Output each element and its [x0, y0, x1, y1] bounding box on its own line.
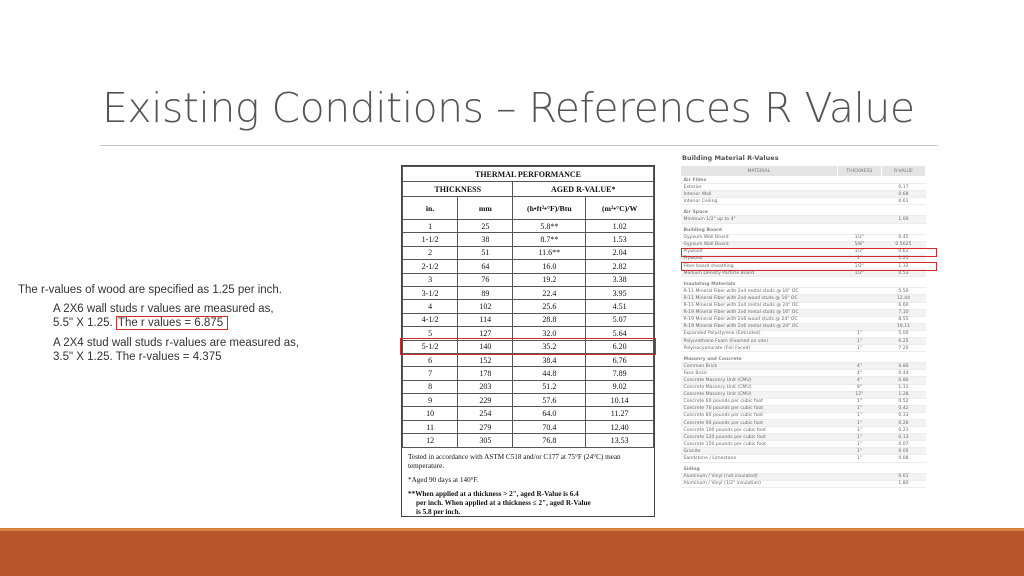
bm-section-row — [681, 228, 926, 235]
bm-cell-rvalue: 0.42 — [881, 405, 925, 412]
slide-title: Existing Conditions – References R Value — [102, 84, 915, 132]
bm-cell-thickness — [837, 191, 881, 198]
bm-cell-material: Sandstone / Limestone — [681, 455, 838, 462]
bm-cell-thickness: 4" — [837, 370, 881, 377]
tp-cell-in: 2-1/2 — [403, 260, 458, 273]
bm-cell-material: Granite — [681, 448, 838, 455]
tp-cell-metric: 12.40 — [586, 420, 654, 433]
notes-2x4-paragraph — [53, 336, 358, 364]
tp-cell-in: 1-1/2 — [403, 233, 458, 246]
notes-block — [18, 283, 358, 370]
tp-footnote-3-line1: **When applied at a thickness > 2", aged R-Value is 6.4 — [408, 489, 579, 498]
bm-col-material: MATERIAL — [681, 166, 838, 177]
bm-row — [681, 198, 926, 205]
tp-cell-imperial: 19.2 — [513, 273, 586, 286]
tp-highlight-box — [400, 338, 656, 355]
tp-cell-mm: 203 — [458, 380, 513, 393]
bm-cell-material: Concrete 120 pounds per cubic foot — [681, 434, 838, 441]
tp-cell-metric: 11.27 — [586, 407, 654, 420]
tp-row — [403, 286, 654, 299]
bm-cell-rvalue: 19.11 — [881, 323, 925, 330]
bm-cell-rvalue: 0.44 — [881, 370, 925, 377]
bm-cell-thickness: 8" — [837, 384, 881, 391]
bm-cell-rvalue: 1.25 — [881, 255, 925, 262]
tp-cell-imperial: 32.0 — [513, 327, 586, 340]
tp-cell-metric: 13.53 — [586, 434, 654, 447]
bm-cell-thickness: 1" — [837, 405, 881, 412]
bm-row — [681, 295, 926, 302]
notes-2x6-line2: 5.5" X 1.25. — [53, 317, 113, 329]
bm-cell-material: Plywood — [681, 255, 838, 262]
tp-cell-imperial: 51.2 — [513, 380, 586, 393]
bm-cell-thickness — [837, 356, 881, 363]
bm-cell-thickness — [837, 309, 881, 316]
bm-cell-rvalue: 6.25 — [881, 337, 925, 344]
tp-cell-in: 3 — [403, 273, 458, 286]
tp-row — [403, 260, 654, 273]
bm-col-rvalue: R-VALUE — [881, 166, 925, 177]
tp-row — [403, 300, 654, 313]
bm-cell-material: Polyisocyanurate (Foil Faced) — [681, 345, 838, 352]
tp-footnote-3-line2: per inch. When applied at a thickness ≤ 2", aged R-Value — [416, 498, 591, 507]
bm-row — [681, 405, 926, 412]
bm-cell-material: Common Brick — [681, 363, 838, 370]
bm-cell-thickness: 1" — [837, 330, 881, 337]
tp-cell-metric: 7.89 — [586, 367, 654, 380]
bm-cell-rvalue: 0.08 — [881, 455, 925, 462]
bm-section-row — [681, 356, 926, 363]
bm-col-thickness: THICKNESS — [837, 166, 881, 177]
bm-cell-material: Concrete 70 pounds per cubic foot — [681, 405, 838, 412]
tp-cell-metric: 2.04 — [586, 246, 654, 259]
tp-cell-in: 6 — [403, 353, 458, 366]
bm-cell-thickness: 1" — [837, 427, 881, 434]
bm-cell-rvalue: 0.45 — [881, 234, 925, 241]
bm-cell-rvalue: 5.00 — [881, 330, 925, 337]
bm-row — [681, 377, 926, 384]
bm-cell-thickness — [837, 288, 881, 295]
bm-cell-rvalue — [881, 228, 925, 235]
bm-cell-thickness — [837, 216, 881, 223]
bm-cell-rvalue: 6.60 — [881, 302, 925, 309]
bm-cell-material: Gypsum Wall Board — [681, 234, 838, 241]
tp-cell-imperial: 35.2 — [513, 340, 586, 353]
tp-row — [403, 407, 654, 420]
bm-row — [681, 337, 926, 344]
tp-cell-metric: 4.51 — [586, 300, 654, 313]
bm-cell-rvalue: 0.17 — [881, 184, 925, 191]
bm-cell-thickness: 1" — [837, 345, 881, 352]
bm-cell-material: Concrete 150 pounds per cubic foot — [681, 441, 838, 448]
bm-cell-material: R-19 Mineral Fiber with 2x6 metal studs @ 24" OC — [681, 323, 838, 330]
bm-row — [681, 473, 926, 480]
bm-cell-thickness: 1" — [837, 337, 881, 344]
bm-cell-material: Polyurethane Foam (Foamed on site) — [681, 337, 838, 344]
tp-cell-mm: 305 — [458, 434, 513, 447]
bm-cell-rvalue: 0.68 — [881, 191, 925, 198]
tp-footnote-3 — [408, 490, 648, 517]
tp-row — [403, 394, 654, 407]
bm-cell-material: Expanded Polystyrene (Extruded) — [681, 330, 838, 337]
tp-cell-imperial: 11.6** — [513, 246, 586, 259]
bm-row — [681, 480, 926, 487]
tp-col-in: in. — [403, 197, 458, 220]
bm-section-row — [681, 281, 926, 288]
tp-row — [403, 220, 654, 233]
tp-cell-metric: 5.64 — [586, 327, 654, 340]
bm-cell-thickness: 1" — [837, 420, 881, 427]
tp-cell-in: 5-1/2 — [403, 340, 458, 353]
tp-cell-imperial: 64.0 — [513, 407, 586, 420]
tp-footnote-1: Tested in accordance with ASTM C518 and/or C177 at 75°F (24°C) mean temperature. — [408, 452, 621, 470]
tp-cell-metric: 3.38 — [586, 273, 654, 286]
bm-cell-thickness: 1" — [837, 441, 881, 448]
tp-cell-mm: 25 — [458, 220, 513, 233]
bm-highlight-gypsum — [681, 248, 937, 257]
tp-cell-imperial: 16.0 — [513, 260, 586, 273]
bm-cell-rvalue: 0.61 — [881, 198, 925, 205]
tp-row — [403, 246, 654, 259]
bm-cell-thickness — [837, 316, 881, 323]
bm-cell-rvalue: 0.61 — [881, 473, 925, 480]
tp-cell-mm: 102 — [458, 300, 513, 313]
tp-group-thickness: THICKNESS — [403, 182, 513, 197]
bm-cell-rvalue: 0.21 — [881, 427, 925, 434]
tp-cell-in: 10 — [403, 407, 458, 420]
tp-footnote-2: *Aged 90 days at 140°F. — [408, 475, 479, 484]
tp-cell-in: 11 — [403, 420, 458, 433]
tp-cell-mm: 114 — [458, 313, 513, 326]
bm-cell-material: Minimum 1/2" up to 4" — [681, 216, 838, 223]
tp-cell-metric: 6.20 — [586, 340, 654, 353]
bm-cell-thickness: 1" — [837, 255, 881, 262]
tp-row — [403, 367, 654, 380]
building-material-r-values — [680, 152, 926, 524]
bm-row — [681, 216, 926, 223]
bm-cell-rvalue: 7.20 — [881, 345, 925, 352]
tp-cell-imperial: 38.4 — [513, 353, 586, 366]
bm-cell-rvalue: 0.62 — [881, 248, 925, 255]
bm-row — [681, 184, 926, 191]
bm-cell-material: Concrete 60 pounds per cubic foot — [681, 398, 838, 405]
bm-row — [681, 398, 926, 405]
bm-cell-thickness: 1" — [837, 412, 881, 419]
notes-2x6-paragraph — [53, 302, 358, 330]
bm-cell-material: R-11 Mineral Fiber with 2x4 wood studs @ 16" OC — [681, 295, 838, 302]
tp-row — [403, 353, 654, 366]
bm-cell-thickness: 1" — [837, 448, 881, 455]
bm-cell-rvalue: 8.55 — [881, 316, 925, 323]
bm-cell-rvalue — [881, 467, 925, 474]
bm-cell-thickness — [837, 323, 881, 330]
bm-row — [681, 288, 926, 295]
notes-intro: The r-values of wood are specified as 1.25 per inch. — [18, 284, 283, 296]
bm-cell-thickness — [837, 473, 881, 480]
bm-cell-material: Masonry and Concrete — [681, 356, 838, 363]
tp-footnotes — [402, 448, 654, 517]
tp-cell-mm: 279 — [458, 420, 513, 433]
bm-title: Building Material R-Values — [682, 154, 779, 162]
bm-cell-rvalue: 0.33 — [881, 412, 925, 419]
tp-cell-imperial: 57.6 — [513, 394, 586, 407]
bm-row — [681, 234, 926, 241]
bm-section-row — [681, 467, 926, 474]
bm-cell-rvalue: 12.44 — [881, 295, 925, 302]
bm-cell-rvalue — [881, 356, 925, 363]
bm-cell-rvalue: 0.5625 — [881, 241, 925, 248]
bm-highlight-plywood — [681, 262, 937, 271]
bm-row — [681, 448, 926, 455]
title-divider — [100, 145, 938, 146]
bm-cell-material: Exterior — [681, 184, 838, 191]
bm-cell-material: Concrete 80 pounds per cubic foot — [681, 412, 838, 419]
tp-cell-metric: 6.76 — [586, 353, 654, 366]
tp-cell-imperial: 76.8 — [513, 434, 586, 447]
bm-cell-material: Gypsum Wall Board — [681, 241, 838, 248]
tp-row — [403, 434, 654, 447]
bm-cell-material: Building Board — [681, 228, 838, 235]
bm-row — [681, 370, 926, 377]
bm-cell-rvalue — [881, 177, 925, 184]
bm-body — [681, 177, 926, 488]
tp-cell-in: 2 — [403, 246, 458, 259]
bm-row — [681, 384, 926, 391]
bm-cell-rvalue: 5.50 — [881, 288, 925, 295]
bm-cell-rvalue: 0.53 — [881, 270, 925, 277]
tp-cell-metric: 10.14 — [586, 394, 654, 407]
bm-cell-material: Concrete 100 pounds per cubic foot — [681, 427, 838, 434]
tp-row — [403, 273, 654, 286]
bm-cell-rvalue: 1.28 — [881, 391, 925, 398]
bm-row — [681, 412, 926, 419]
tp-cell-in: 9 — [403, 394, 458, 407]
bm-cell-rvalue: 0.26 — [881, 420, 925, 427]
notes-2x6-highlight: The r values = 6.875 — [116, 316, 228, 330]
tp-cell-mm: 127 — [458, 327, 513, 340]
bm-cell-thickness — [837, 467, 881, 474]
tp-cell-in: 7 — [403, 367, 458, 380]
tp-cell-mm: 76 — [458, 273, 513, 286]
tp-cell-in: 4-1/2 — [403, 313, 458, 326]
bm-cell-rvalue: 0.52 — [881, 398, 925, 405]
tp-cell-imperial: 44.8 — [513, 367, 586, 380]
tp-cell-in: 8 — [403, 380, 458, 393]
bm-cell-rvalue: 0.07 — [881, 441, 925, 448]
bm-cell-material: Concrete Masonry Unit (CMU) — [681, 384, 838, 391]
bm-cell-rvalue: 1.32 — [881, 263, 925, 270]
bm-row — [681, 323, 926, 330]
bm-row — [681, 316, 926, 323]
bm-row — [681, 441, 926, 448]
bm-cell-thickness — [837, 177, 881, 184]
tp-body — [403, 220, 654, 448]
bm-row — [681, 191, 926, 198]
bm-cell-rvalue — [881, 209, 925, 216]
tp-row — [403, 420, 654, 433]
tp-cell-mm: 38 — [458, 233, 513, 246]
bm-cell-material: Insulating Materials — [681, 281, 838, 288]
bm-cell-thickness: 1/2" — [837, 270, 881, 277]
tp-cell-mm: 254 — [458, 407, 513, 420]
bm-cell-material: R-11 Mineral Fiber with 2x4 metal studs @ 16" OC — [681, 288, 838, 295]
tp-cell-imperial: 5.8** — [513, 220, 586, 233]
bm-cell-thickness — [837, 295, 881, 302]
bm-cell-material: Aluminum / Vinyl (1/2" insulation) — [681, 480, 838, 487]
bm-cell-thickness — [837, 228, 881, 235]
bm-cell-rvalue: 1.80 — [881, 480, 925, 487]
tp-cell-mm: 64 — [458, 260, 513, 273]
bm-cell-thickness — [837, 184, 881, 191]
bm-cell-rvalue: 1.11 — [881, 384, 925, 391]
bm-cell-thickness: 1/2" — [837, 234, 881, 241]
tp-col-mm: mm — [458, 197, 513, 220]
tp-cell-in: 12 — [403, 434, 458, 447]
tp-cell-in: 3-1/2 — [403, 286, 458, 299]
tp-cell-mm: 152 — [458, 353, 513, 366]
bm-cell-thickness: 12" — [837, 391, 881, 398]
tp-cell-mm: 229 — [458, 394, 513, 407]
tp-footnote-3-line3: is 5.8 per inch. — [416, 507, 461, 516]
bm-cell-thickness: 1" — [837, 434, 881, 441]
tp-cell-metric: 9.02 — [586, 380, 654, 393]
bm-cell-thickness — [837, 281, 881, 288]
bm-cell-thickness: 4" — [837, 363, 881, 370]
bm-cell-rvalue: 0.80 — [881, 363, 925, 370]
tp-row — [403, 313, 654, 326]
tp-cell-mm: 178 — [458, 367, 513, 380]
bm-cell-material: R-19 Mineral Fiber with 2x6 wood studs @ 24" OC — [681, 316, 838, 323]
bm-cell-material: Face Brick — [681, 370, 838, 377]
bm-cell-thickness — [837, 209, 881, 216]
bm-cell-thickness: 5/8" — [837, 241, 881, 248]
bm-cell-rvalue — [881, 281, 925, 288]
tp-cell-metric: 3.95 — [586, 286, 654, 299]
bm-cell-thickness: 1/2" — [837, 263, 881, 270]
tp-cell-metric: 1.02 — [586, 220, 654, 233]
tp-cell-imperial: 70.4 — [513, 420, 586, 433]
notes-2x4-line2: 3.5" X 1.25. The r-values = 4.375 — [53, 351, 222, 363]
tp-title: THERMAL PERFORMANCE — [403, 167, 654, 182]
tp-cell-metric: 1.53 — [586, 233, 654, 246]
bm-row — [681, 345, 926, 352]
bm-cell-material: Aluminum / Vinyl (not insulated) — [681, 473, 838, 480]
bm-cell-material: Concrete Masonry Unit (CMU) — [681, 377, 838, 384]
bm-cell-material: Siding — [681, 467, 838, 474]
bm-cell-material: Interior Ceiling — [681, 198, 838, 205]
bm-cell-material: Concrete Masonry Unit (CMU) — [681, 391, 838, 398]
bm-cell-material: Fiber board sheathing — [681, 263, 838, 270]
bm-cell-material: Interior Wall — [681, 191, 838, 198]
tp-cell-metric: 2.82 — [586, 260, 654, 273]
bm-row — [681, 302, 926, 309]
bm-cell-material: Concrete 90 pounds per cubic foot — [681, 420, 838, 427]
notes-2x4-line1: A 2X4 stud wall studs r-values are measured as, — [53, 337, 300, 349]
bm-cell-thickness — [837, 480, 881, 487]
tp-row — [403, 380, 654, 393]
tp-cell-mm: 51 — [458, 246, 513, 259]
bm-cell-rvalue: 1.00 — [881, 216, 925, 223]
tp-cell-in: 1 — [403, 220, 458, 233]
bm-cell-thickness: 1/2" — [837, 248, 881, 255]
tp-cell-imperial: 8.7** — [513, 233, 586, 246]
bm-cell-rvalue: 0.13 — [881, 434, 925, 441]
bm-row — [681, 363, 926, 370]
bm-row — [681, 455, 926, 462]
bm-row — [681, 420, 926, 427]
tp-row — [403, 233, 654, 246]
bm-cell-material: Air Films — [681, 177, 838, 184]
bm-cell-rvalue: 0.80 — [881, 377, 925, 384]
tp-cell-imperial: 22.4 — [513, 286, 586, 299]
tp-cell-in: 5 — [403, 327, 458, 340]
footer-band — [0, 531, 1024, 576]
bm-cell-thickness: 4" — [837, 377, 881, 384]
bm-section-row — [681, 209, 926, 216]
bm-row — [681, 330, 926, 337]
bm-cell-thickness: 1" — [837, 398, 881, 405]
bm-row — [681, 427, 926, 434]
bm-row — [681, 434, 926, 441]
bm-cell-rvalue: 0.05 — [881, 448, 925, 455]
tp-cell-imperial: 28.8 — [513, 313, 586, 326]
tp-cell-mm: 140 — [458, 340, 513, 353]
tp-group-aged: AGED R-VALUE* — [513, 182, 654, 197]
bm-cell-thickness: 1" — [837, 455, 881, 462]
tp-col-metric: (m²•°C)/W — [586, 197, 654, 220]
bm-cell-material: Medium Density Particle Board — [681, 270, 838, 277]
tp-cell-metric: 5.07 — [586, 313, 654, 326]
bm-cell-material: Air Space — [681, 209, 838, 216]
bm-row — [681, 391, 926, 398]
tp-col-imperial: (h•ft²•°F)/Btu — [513, 197, 586, 220]
bm-cell-thickness — [837, 198, 881, 205]
tp-cell-in: 4 — [403, 300, 458, 313]
bm-cell-thickness — [837, 302, 881, 309]
tp-cell-imperial: 25.6 — [513, 300, 586, 313]
bm-cell-material: R-11 Mineral Fiber with 2x4 metal studs @ 24" OC — [681, 302, 838, 309]
bm-cell-material: Plywood — [681, 248, 838, 255]
notes-2x6-line1: A 2X6 wall studs r values are measured as, — [53, 303, 274, 315]
bm-row — [681, 309, 926, 316]
bm-cell-rvalue: 7.10 — [881, 309, 925, 316]
bm-section-row — [681, 177, 926, 184]
tp-cell-mm: 89 — [458, 286, 513, 299]
bm-cell-material: R-19 Mineral Fiber with 2x6 metal studs @ 16" OC — [681, 309, 838, 316]
